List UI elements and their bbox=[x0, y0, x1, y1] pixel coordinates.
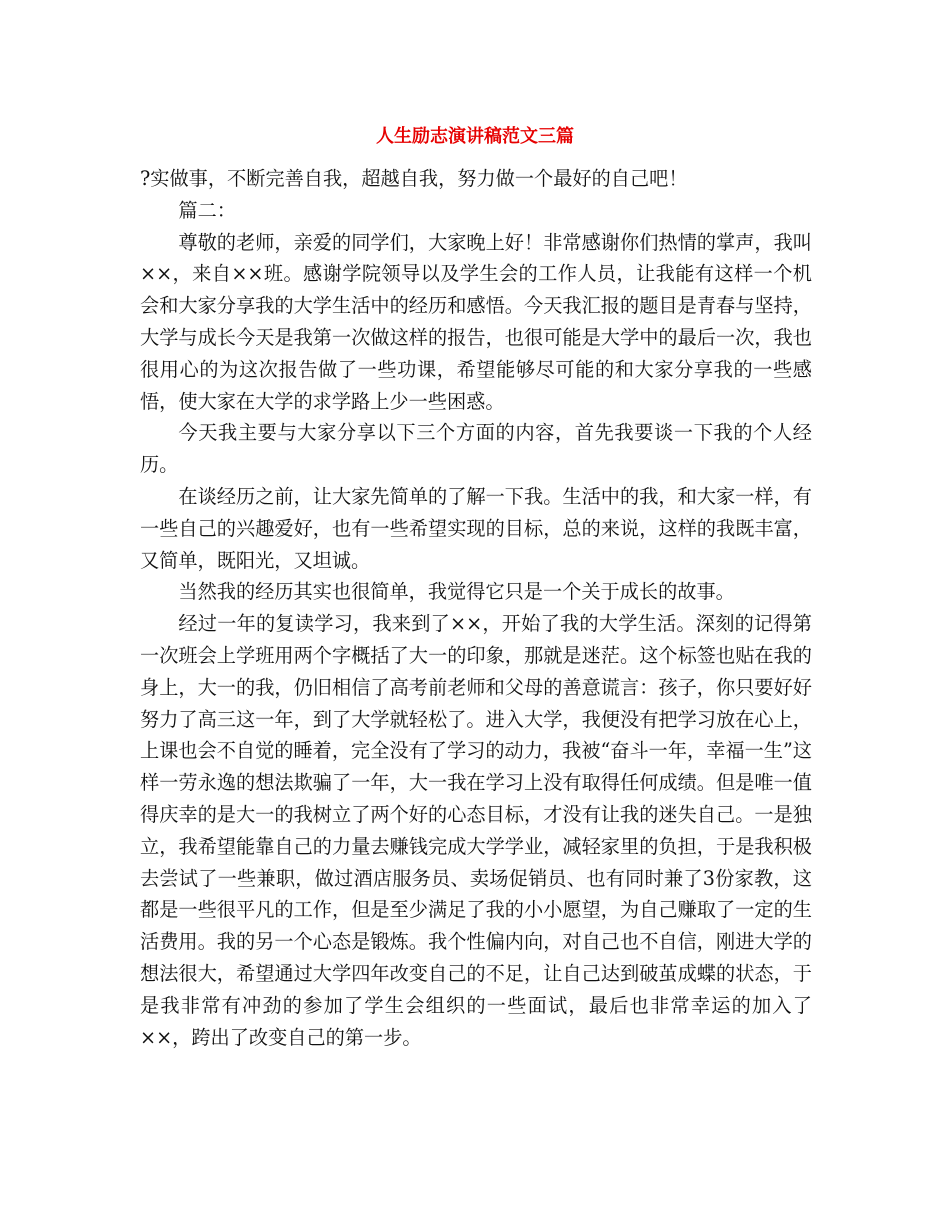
paragraph-greeting: 尊敬的老师，亲爱的同学们，大家晚上好！非常感谢你们热情的掌声，我叫××，来自××班。感谢学院领导以及学生会的工作人员，让我能有这样一个机会和大家分享我的大学生活中的经历和感悟。今天我汇报的题目是青春与坚持，大学与成长今天是我第一次做这样的报告，也很可能是大学中的最后一次，我也很用心的为这次报告做了一些功课，希望能够尽可能的和大家分享我的一些感悟，使大家在大学的求学路上少一些困惑。 bbox=[140, 230, 812, 413]
section-heading-part-two: 篇二： bbox=[178, 198, 236, 222]
paragraph-growth-story: 当然我的经历其实也很简单，我觉得它只是一个关于成长的故事。 bbox=[178, 580, 735, 604]
document-title: 人生励志演讲稿范文三篇 bbox=[376, 126, 574, 147]
paragraph-outline: 今天我主要与大家分享以下三个方面的内容，首先我要谈一下我的个人经历。 bbox=[140, 421, 812, 477]
paragraph-continuation: ?实做事，不断完善自我，超越自我，努力做一个最好的自己吧！ bbox=[140, 167, 688, 190]
document-body bbox=[140, 163, 812, 1053]
paragraph-self-intro: 在谈经历之前，让大家先简单的了解一下我。生活中的我，和大家一样，有一些自己的兴趣爱好，也有一些希望实现的目标，总的来说，这样的我既丰富，又简单，既阳光，又坦诚。 bbox=[140, 484, 812, 572]
paragraph-college-experience: 经过一年的复读学习，我来到了××，开始了我的大学生活。深刻的记得第一次班会上学班用两个字概括了大一的印象，那就是迷茫。这个标签也贴在我的身上，大一的我，仍旧相信了高考前老师和父母的善意谎言：孩子，你只要好好努力了高三这一年，到了大学就轻松了。进入大学，我便没有把学习放在心上，上课也会不自觉的睡着，完全没有了学习的动力，我被“奋斗一年，幸福一生”这样一劳永逸的想法欺骗了一年，大一我在学习上没有取得任何成绩。但是唯一值得庆幸的是大一的我树立了两个好的心态目标，才没有让我的迷失自己。一是独立，我希望能靠自己的力量去赚钱完成大学学业，减轻家里的负担，于是我积极去尝试了一些兼职，做过酒店服务员、卖场促销员、也有同时兼了3份家教，这都是一些很平凡的工作，但是至少满足了我的小小愿望，为自己赚取了一定的生活费用。我的另一个心态是锻炼。我个性偏内向，对自己也不自信，刚进大学的想法很大，希望通过大学四年改变自己的不足，让自己达到破茧成蝶的状态，于是我非常有冲劲的参加了学生会组织的一些面试，最后也非常幸运的加入了××，跨出了改变自己的第一步。 bbox=[140, 612, 812, 1049]
